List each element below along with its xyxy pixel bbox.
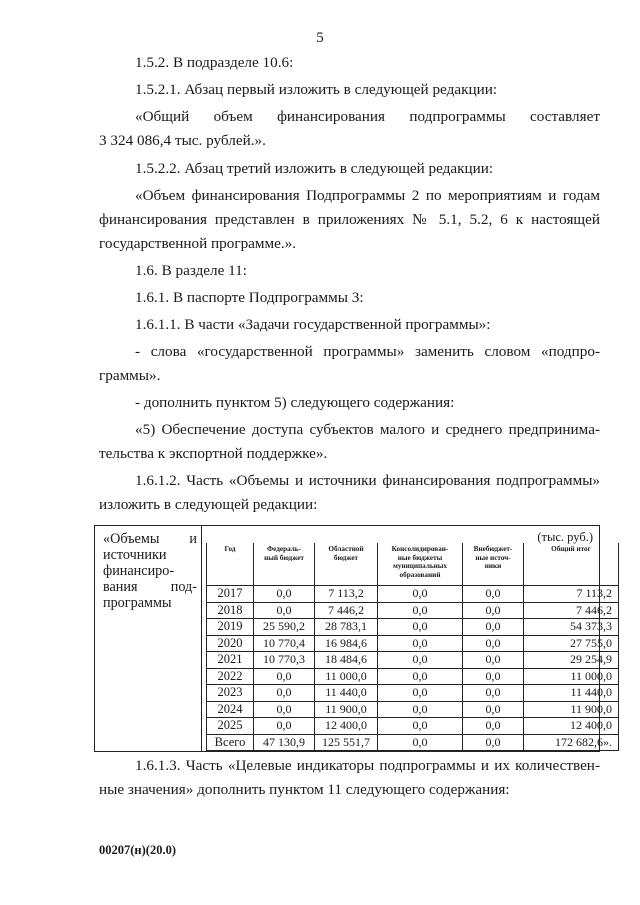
table-row <box>207 718 619 735</box>
quote-subprogram-2-line-1: «Объем финансирования Подпрограммы 2 по мероприятиям и годам <box>135 187 600 204</box>
header-federal: Федераль- ный бюджет <box>254 543 315 586</box>
cell-extrabudgetary: 0,0 <box>463 668 524 685</box>
cell-federal: 25 590,2 <box>254 619 315 636</box>
cell-year: 2023 <box>207 685 254 702</box>
cell-total: 54 373,3 <box>524 619 619 636</box>
quote-subprogram-2-line-2: финансирования представлен в приложениях № 5.1, 5.2, 6 к настоящей <box>99 211 600 228</box>
cell-regional: 11 900,0 <box>315 701 378 718</box>
cell-federal: 10 770,3 <box>254 652 315 669</box>
table-row <box>207 734 619 751</box>
paragraph-1-6-1-3-line-2: ные значения» дополнить пунктом 11 следующего содержания: <box>99 781 510 798</box>
paragraph-1-6-1-3-line-1: 1.6.1.3. Часть «Целевые индикаторы подпрограммы и их количествен- <box>135 757 600 774</box>
cell-year: 2025 <box>207 718 254 735</box>
cell-municipal: 0,0 <box>378 635 463 652</box>
header-municipal: Консолидирован- ные бюджеты муниципальных образований <box>378 543 463 586</box>
replace-words-line-1: - слова «государственной программы» заменить словом «подпро- <box>135 343 600 360</box>
cell-regional: 11 440,0 <box>315 685 378 702</box>
word: подпрограммы <box>409 108 506 125</box>
cell-regional: 28 783,1 <box>315 619 378 636</box>
cell-municipal: 0,0 <box>378 586 463 603</box>
word: «Общий <box>135 108 190 125</box>
add-item-5-intro: - дополнить пунктом 5) следующего содержания: <box>135 394 455 411</box>
header-extrabudgetary: Внебюджет- ные источ- ники <box>463 543 524 586</box>
cell-extrabudgetary: 0,0 <box>463 619 524 636</box>
financing-data-cell <box>202 526 612 752</box>
quote-total-volume-amount: 3 324 086,4 тыс. рублей.». <box>99 132 266 149</box>
cell-total: 7 446,2 <box>524 602 619 619</box>
cell-municipal: 0,0 <box>378 685 463 702</box>
cell-year: 2024 <box>207 701 254 718</box>
paragraph-1-6: 1.6. В разделе 11: <box>135 262 247 279</box>
cell-total: 29 254,9 <box>524 652 619 669</box>
table-row <box>207 652 619 669</box>
cell-regional: 18 484,6 <box>315 652 378 669</box>
table-row <box>207 685 619 702</box>
table-row <box>207 701 619 718</box>
table-header-row <box>207 543 619 586</box>
cell-municipal: 0,0 <box>378 602 463 619</box>
cell-municipal: 0,0 <box>378 619 463 636</box>
cell-regional: 7 113,2 <box>315 586 378 603</box>
paragraph-1-6-1-2-line-1: 1.6.1.2. Часть «Объемы и источники финансирования подпрограммы» <box>135 472 600 489</box>
cell-federal: 47 130,9 <box>254 734 315 751</box>
table-row <box>207 602 619 619</box>
label-line: программы <box>103 595 172 611</box>
cell-municipal: 0,0 <box>378 734 463 751</box>
document-code: 00207(н)(20.0) <box>99 843 176 857</box>
header-total: Общий итог <box>524 543 619 586</box>
cell-regional: 7 446,2 <box>315 602 378 619</box>
label-line: источники <box>103 547 167 563</box>
cell-federal: 0,0 <box>254 701 315 718</box>
cell-municipal: 0,0 <box>378 701 463 718</box>
page-number: 5 <box>316 30 324 46</box>
cell-year: 2017 <box>207 586 254 603</box>
paragraph-1-6-1: 1.6.1. В паспорте Подпрограммы 3: <box>135 289 364 306</box>
table-row <box>207 635 619 652</box>
word: объем <box>213 108 253 125</box>
financing-inner-table <box>206 543 619 751</box>
cell-year: 2019 <box>207 619 254 636</box>
cell-extrabudgetary: 0,0 <box>463 718 524 735</box>
cell-total: 12 400,0 <box>524 718 619 735</box>
cell-total: 11 440,0 <box>524 685 619 702</box>
cell-year: 2022 <box>207 668 254 685</box>
item-5-line-2: тельства к экспортной поддержке». <box>99 445 328 462</box>
cell-federal: 0,0 <box>254 718 315 735</box>
cell-total: 27 755,0 <box>524 635 619 652</box>
word: финансирования <box>277 108 386 125</box>
cell-regional: 125 551,7 <box>315 734 378 751</box>
header-year: Год <box>207 543 254 586</box>
cell-extrabudgetary: 0,0 <box>463 652 524 669</box>
cell-federal: 0,0 <box>254 668 315 685</box>
cell-total: 7 113,2 <box>524 586 619 603</box>
cell-year: 2018 <box>207 602 254 619</box>
cell-municipal: 0,0 <box>378 718 463 735</box>
cell-year: 2021 <box>207 652 254 669</box>
financing-outer-table <box>94 525 612 752</box>
label-line: финансиро- <box>103 563 175 579</box>
cell-total: 172 682,6». <box>524 734 619 751</box>
table-row <box>207 586 619 603</box>
quote-subprogram-2-line-3: государственной программе.». <box>99 235 297 252</box>
paragraph-1-5-2: 1.5.2. В подразделе 10.6: <box>135 54 294 71</box>
cell-extrabudgetary: 0,0 <box>463 586 524 603</box>
item-5-line-1: «5) Обеспечение доступа субъектов малого и среднего предпринима- <box>135 421 600 438</box>
header-regional: Областной бюджет <box>315 543 378 586</box>
financing-table <box>94 525 612 749</box>
cell-federal: 10 770,4 <box>254 635 315 652</box>
cell-regional: 12 400,0 <box>315 718 378 735</box>
cell-year: 2020 <box>207 635 254 652</box>
cell-total: 11 900,0 <box>524 701 619 718</box>
table-row <box>207 668 619 685</box>
paragraph-1-5-2-1: 1.5.2.1. Абзац первый изложить в следующей редакции: <box>135 81 498 98</box>
cell-year: Всего <box>207 734 254 751</box>
paragraph-1-6-1-1: 1.6.1.1. В части «Задачи государственной программы»: <box>135 316 491 333</box>
cell-extrabudgetary: 0,0 <box>463 701 524 718</box>
cell-extrabudgetary: 0,0 <box>463 685 524 702</box>
word: составляет <box>530 108 600 125</box>
cell-regional: 11 000,0 <box>315 668 378 685</box>
table-row <box>207 619 619 636</box>
cell-extrabudgetary: 0,0 <box>463 602 524 619</box>
cell-total: 11 000,0 <box>524 668 619 685</box>
label-line: вания под- <box>103 579 197 595</box>
cell-federal: 0,0 <box>254 586 315 603</box>
paragraph-1-5-2-2: 1.5.2.2. Абзац третий изложить в следующей редакции: <box>135 160 494 177</box>
cell-federal: 0,0 <box>254 602 315 619</box>
unit-label: (тыс. руб.) <box>537 530 593 544</box>
cell-municipal: 0,0 <box>378 652 463 669</box>
financing-label-cell <box>95 526 202 752</box>
cell-municipal: 0,0 <box>378 668 463 685</box>
label-line: «Объемы и <box>103 531 197 547</box>
paragraph-1-6-1-2-line-2: изложить в следующей редакции: <box>99 496 318 513</box>
cell-extrabudgetary: 0,0 <box>463 734 524 751</box>
cell-regional: 16 984,6 <box>315 635 378 652</box>
replace-words-line-2: граммы». <box>99 367 161 384</box>
quote-total-volume-line <box>135 108 600 126</box>
cell-extrabudgetary: 0,0 <box>463 635 524 652</box>
cell-federal: 0,0 <box>254 685 315 702</box>
